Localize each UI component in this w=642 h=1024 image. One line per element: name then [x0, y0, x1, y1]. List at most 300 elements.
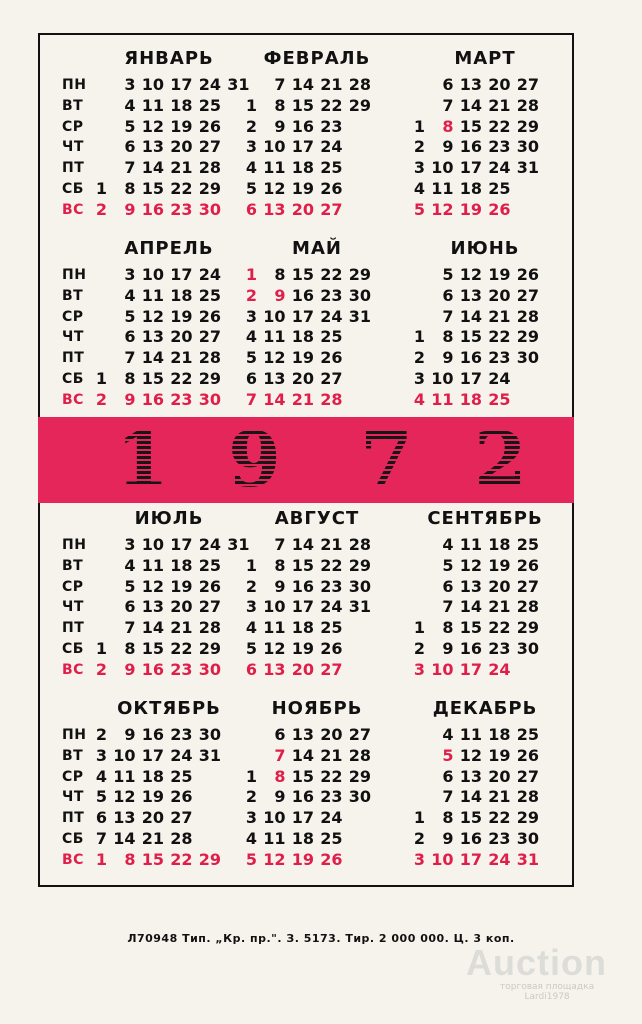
day-number: 30: [348, 285, 371, 305]
day-number: 14: [459, 95, 482, 115]
day-number: 11: [459, 535, 482, 554]
day-number: 25: [198, 555, 221, 575]
day-number: 18: [291, 327, 314, 347]
day-number: 14: [141, 618, 164, 638]
day-number: 20: [170, 597, 193, 617]
day-number: 16: [141, 725, 164, 744]
day-number: 6: [124, 597, 136, 617]
day-number: 26: [488, 199, 511, 219]
day-number: 10: [141, 75, 164, 94]
day-number: 6: [124, 137, 136, 157]
day-number: 24: [320, 597, 343, 617]
month-block: [232, 508, 402, 688]
day-number: 9: [124, 659, 136, 679]
month-name: СЕНТЯБРЬ: [427, 508, 543, 529]
month-name: ФЕВРАЛЬ: [263, 48, 371, 69]
day-number: 22: [170, 639, 193, 658]
month-name: ИЮНЬ: [450, 238, 520, 259]
day-number: 13: [141, 137, 164, 157]
day-number: 5: [124, 116, 136, 136]
day-number: 18: [141, 766, 164, 786]
day-number: 25: [516, 535, 539, 554]
day-number: 1: [245, 95, 257, 115]
day-number: 25: [320, 829, 343, 848]
day-number: 8: [442, 808, 454, 828]
day-number: 24: [320, 306, 343, 326]
day-number: 2: [413, 639, 425, 658]
day-number: 18: [488, 535, 511, 554]
day-number: 19: [291, 639, 314, 658]
day-number: 1: [95, 849, 107, 869]
day-number: 29: [516, 327, 539, 347]
day-number: 23: [170, 659, 193, 679]
day-number: 23: [170, 725, 193, 744]
day-number: 16: [291, 285, 314, 305]
day-number: 11: [263, 618, 286, 638]
day-number: 29: [198, 179, 221, 198]
day-number: 12: [141, 576, 164, 596]
day-number: 27: [170, 808, 193, 828]
day-number: 21: [291, 389, 314, 409]
day-name-label: ВТ: [62, 557, 84, 574]
day-number: 3: [245, 137, 257, 157]
day-number: 20: [170, 137, 193, 157]
day-number: 5: [245, 348, 257, 368]
day-number: 31: [516, 158, 539, 178]
day-number: 16: [459, 348, 482, 368]
day-number: 17: [459, 849, 482, 869]
day-number: 5: [245, 179, 257, 198]
day-name-label: СР: [62, 578, 84, 595]
day-number: 10: [431, 849, 454, 869]
day-number: 5: [442, 265, 454, 284]
day-number: 24: [488, 849, 511, 869]
day-number: 29: [516, 808, 539, 828]
day-number: 2: [413, 829, 425, 848]
day-name-label: ЧТ: [62, 599, 84, 616]
day-number: 8: [124, 179, 136, 198]
day-number: 9: [274, 576, 286, 596]
day-number: 24: [320, 808, 343, 828]
month-name: МАРТ: [454, 48, 516, 69]
day-number: 26: [170, 787, 193, 807]
day-number: 14: [459, 306, 482, 326]
day-number: 20: [141, 808, 164, 828]
day-number: 14: [291, 745, 314, 765]
day-number: 21: [320, 535, 343, 554]
day-number: 10: [141, 535, 164, 554]
day-number: 8: [274, 555, 286, 575]
day-number: 13: [113, 808, 136, 828]
day-number: 19: [170, 306, 193, 326]
day-number: 18: [291, 158, 314, 178]
day-number: 24: [488, 369, 511, 388]
day-number: 17: [459, 659, 482, 679]
day-number: 25: [170, 766, 193, 786]
day-number: 3: [413, 158, 425, 178]
day-name-label: ЧТ: [62, 139, 84, 156]
day-number: 24: [198, 265, 221, 284]
day-number: 10: [263, 597, 286, 617]
day-number: 22: [488, 808, 511, 828]
day-number: 5: [413, 199, 425, 219]
day-number: 1: [95, 369, 107, 388]
day-number: 14: [113, 829, 136, 848]
day-number: 16: [291, 116, 314, 136]
day-number: 27: [516, 285, 539, 305]
day-number: 3: [124, 265, 136, 284]
day-name-label: ВС: [62, 661, 84, 678]
day-number: 28: [516, 306, 539, 326]
day-number: 29: [516, 116, 539, 136]
day-number: 28: [348, 745, 371, 765]
day-number: 17: [170, 535, 193, 554]
day-number: 16: [291, 787, 314, 807]
day-number: 2: [413, 348, 425, 368]
day-number: 24: [320, 137, 343, 157]
day-name-label: ВТ: [62, 97, 84, 114]
day-number: 21: [320, 745, 343, 765]
month-block: [400, 48, 570, 228]
month-block: [400, 238, 570, 418]
day-number: 7: [442, 306, 454, 326]
day-name-label: СБ: [62, 831, 84, 847]
day-number: 5: [442, 745, 454, 765]
day-number: 15: [459, 808, 482, 828]
day-name-label: ВТ: [62, 287, 84, 304]
day-number: 3: [95, 745, 107, 765]
day-number: 12: [113, 787, 136, 807]
day-number: 26: [320, 849, 343, 869]
day-number: 8: [274, 766, 286, 786]
day-number: 11: [263, 158, 286, 178]
day-number: 30: [198, 389, 221, 409]
month-block: [62, 698, 232, 878]
day-number: 3: [124, 75, 136, 94]
day-number: 2: [245, 576, 257, 596]
day-number: 13: [459, 75, 482, 94]
day-number: 4: [442, 725, 454, 744]
day-number: 14: [459, 597, 482, 617]
day-number: 6: [274, 725, 286, 744]
day-number: 1: [413, 327, 425, 347]
day-number: 3: [413, 659, 425, 679]
day-number: 1: [413, 808, 425, 828]
day-name-label: ВС: [62, 201, 84, 218]
day-number: 7: [124, 158, 136, 178]
day-number: 29: [348, 95, 371, 115]
month-name: ДЕКАБРЬ: [432, 698, 538, 719]
day-number: 8: [274, 265, 286, 284]
day-number: 31: [198, 745, 221, 765]
day-number: 17: [459, 158, 482, 178]
day-number: 25: [320, 158, 343, 178]
day-number: 8: [442, 618, 454, 638]
day-number: 13: [459, 766, 482, 786]
day-number: 26: [320, 179, 343, 198]
day-number: 26: [198, 306, 221, 326]
day-number: 5: [124, 306, 136, 326]
day-number: 27: [320, 659, 343, 679]
day-number: 20: [488, 75, 511, 94]
day-number: 18: [459, 179, 482, 198]
day-number: 11: [263, 327, 286, 347]
day-name-label: ПН: [62, 537, 87, 553]
day-number: 20: [488, 576, 511, 596]
day-number: 21: [141, 829, 164, 848]
day-number: 4: [245, 618, 257, 638]
day-number: 20: [488, 285, 511, 305]
day-number: 13: [263, 369, 286, 388]
day-number: 9: [274, 787, 286, 807]
day-number: 21: [170, 618, 193, 638]
day-number: 27: [516, 576, 539, 596]
day-number: 4: [413, 179, 425, 198]
day-number: 4: [95, 766, 107, 786]
day-number: 19: [141, 787, 164, 807]
day-number: 21: [488, 306, 511, 326]
day-number: 25: [488, 389, 511, 409]
day-number: 22: [320, 766, 343, 786]
day-number: 26: [198, 576, 221, 596]
day-number: 25: [320, 618, 343, 638]
day-number: 8: [124, 639, 136, 658]
day-number: 1: [413, 116, 425, 136]
month-block: [400, 508, 570, 688]
day-number: 18: [170, 285, 193, 305]
day-number: 13: [141, 597, 164, 617]
day-number: 14: [263, 389, 286, 409]
day-number: 20: [170, 327, 193, 347]
day-number: 20: [488, 766, 511, 786]
day-number: 15: [291, 265, 314, 284]
day-number: 28: [170, 829, 193, 848]
day-number: 28: [348, 535, 371, 554]
day-number: 31: [227, 75, 250, 94]
day-number: 18: [170, 555, 193, 575]
day-number: 12: [263, 179, 286, 198]
day-number: 17: [170, 265, 193, 284]
day-number: 11: [141, 95, 164, 115]
day-number: 2: [95, 199, 107, 219]
day-number: 29: [348, 265, 371, 284]
day-number: 6: [442, 576, 454, 596]
day-number: 10: [263, 306, 286, 326]
day-number: 27: [516, 766, 539, 786]
day-number: 9: [124, 725, 136, 744]
month-block: [232, 238, 402, 418]
day-number: 24: [488, 158, 511, 178]
year-digit: 2: [474, 415, 527, 504]
day-number: 30: [348, 787, 371, 807]
day-number: 8: [124, 369, 136, 388]
day-number: 9: [442, 639, 454, 658]
day-number: 14: [141, 158, 164, 178]
month-block: [62, 508, 250, 688]
day-number: 30: [516, 639, 539, 658]
day-number: 29: [198, 639, 221, 658]
day-number: 19: [488, 265, 511, 284]
day-number: 28: [348, 75, 371, 94]
day-number: 17: [170, 75, 193, 94]
day-name-label: ЧТ: [62, 329, 84, 346]
month-name: МАЙ: [292, 238, 342, 259]
day-number: 10: [431, 659, 454, 679]
day-number: 27: [198, 597, 221, 617]
day-number: 11: [431, 389, 454, 409]
day-name-label: ВТ: [62, 747, 84, 764]
day-number: 3: [245, 597, 257, 617]
day-number: 13: [459, 576, 482, 596]
day-number: 13: [141, 327, 164, 347]
day-number: 3: [413, 849, 425, 869]
day-number: 18: [459, 389, 482, 409]
day-number: 22: [488, 618, 511, 638]
day-number: 4: [413, 389, 425, 409]
day-number: 3: [245, 306, 257, 326]
day-number: 21: [488, 787, 511, 807]
day-number: 10: [141, 265, 164, 284]
day-number: 21: [488, 95, 511, 115]
day-number: 30: [348, 576, 371, 596]
day-number: 13: [263, 659, 286, 679]
day-number: 15: [459, 116, 482, 136]
day-number: 19: [291, 179, 314, 198]
day-number: 30: [516, 348, 539, 368]
day-number: 27: [348, 725, 371, 744]
day-number: 3: [245, 808, 257, 828]
day-number: 17: [291, 306, 314, 326]
month-block: [232, 698, 402, 878]
day-number: 15: [459, 327, 482, 347]
day-number: 7: [245, 389, 257, 409]
day-number: 17: [291, 597, 314, 617]
day-number: 11: [113, 766, 136, 786]
day-name-label: ПТ: [62, 350, 85, 367]
day-number: 10: [263, 137, 286, 157]
day-number: 2: [245, 285, 257, 305]
print-info: Л70948 Тип. „Кр. пр.". З. 5173. Тир. 2 000 000. Ц. 3 коп.: [127, 932, 515, 945]
day-number: 4: [124, 285, 136, 305]
day-number: 20: [291, 369, 314, 388]
day-number: 15: [291, 95, 314, 115]
day-number: 18: [291, 829, 314, 848]
day-number: 27: [198, 327, 221, 347]
day-number: 26: [516, 555, 539, 575]
day-number: 28: [320, 389, 343, 409]
day-number: 16: [459, 137, 482, 157]
day-number: 12: [263, 849, 286, 869]
day-number: 13: [459, 285, 482, 305]
day-number: 1: [245, 265, 257, 284]
day-number: 16: [459, 639, 482, 658]
day-number: 9: [442, 348, 454, 368]
day-number: 11: [263, 829, 286, 848]
day-number: 23: [320, 116, 343, 136]
day-number: 4: [245, 829, 257, 848]
day-number: 2: [95, 725, 107, 744]
day-number: 29: [348, 766, 371, 786]
day-name-label: СР: [62, 118, 84, 135]
day-number: 22: [488, 116, 511, 136]
day-number: 18: [488, 725, 511, 744]
day-number: 25: [198, 95, 221, 115]
day-number: 2: [413, 137, 425, 157]
day-number: 28: [198, 348, 221, 368]
day-number: 23: [170, 389, 193, 409]
day-number: 29: [348, 555, 371, 575]
day-number: 30: [516, 829, 539, 848]
day-name-label: ПТ: [62, 810, 85, 827]
day-number: 22: [320, 95, 343, 115]
day-number: 13: [291, 725, 314, 744]
day-number: 5: [124, 576, 136, 596]
day-number: 1: [245, 555, 257, 575]
day-number: 14: [141, 348, 164, 368]
day-number: 20: [320, 725, 343, 744]
day-number: 11: [431, 179, 454, 198]
day-number: 15: [141, 369, 164, 388]
day-number: 27: [320, 369, 343, 388]
day-number: 5: [442, 555, 454, 575]
day-number: 16: [459, 829, 482, 848]
day-number: 24: [170, 745, 193, 765]
day-number: 3: [413, 369, 425, 388]
day-number: 6: [442, 285, 454, 305]
day-number: 11: [459, 725, 482, 744]
day-number: 9: [274, 285, 286, 305]
day-number: 7: [442, 597, 454, 617]
day-number: 25: [198, 285, 221, 305]
day-number: 22: [320, 555, 343, 575]
month-name: АВГУСТ: [274, 508, 360, 529]
day-number: 20: [291, 659, 314, 679]
day-number: 7: [95, 829, 107, 848]
day-number: 18: [170, 95, 193, 115]
day-name-label: ЧТ: [62, 789, 84, 806]
day-number: 28: [198, 158, 221, 178]
day-number: 9: [442, 829, 454, 848]
day-number: 23: [488, 639, 511, 658]
watermark-caption: [500, 982, 594, 1002]
day-number: 1: [413, 618, 425, 638]
watermark-line: Lardi1978: [524, 992, 570, 1002]
day-number: 23: [170, 199, 193, 219]
day-number: 5: [245, 639, 257, 658]
day-number: 19: [170, 576, 193, 596]
day-number: 6: [442, 766, 454, 786]
day-number: 26: [516, 745, 539, 765]
day-number: 8: [442, 327, 454, 347]
day-number: 10: [431, 158, 454, 178]
day-number: 1: [95, 639, 107, 658]
day-number: 15: [141, 849, 164, 869]
day-number: 4: [124, 555, 136, 575]
day-number: 11: [141, 555, 164, 575]
day-number: 26: [198, 116, 221, 136]
day-number: 17: [291, 808, 314, 828]
day-number: 5: [95, 787, 107, 807]
day-number: 14: [291, 535, 314, 554]
day-name-label: СР: [62, 308, 84, 325]
day-number: 11: [141, 285, 164, 305]
day-number: 23: [320, 787, 343, 807]
day-number: 15: [141, 639, 164, 658]
day-number: 29: [198, 849, 221, 869]
day-number: 18: [291, 618, 314, 638]
day-number: 22: [488, 327, 511, 347]
day-number: 23: [488, 829, 511, 848]
